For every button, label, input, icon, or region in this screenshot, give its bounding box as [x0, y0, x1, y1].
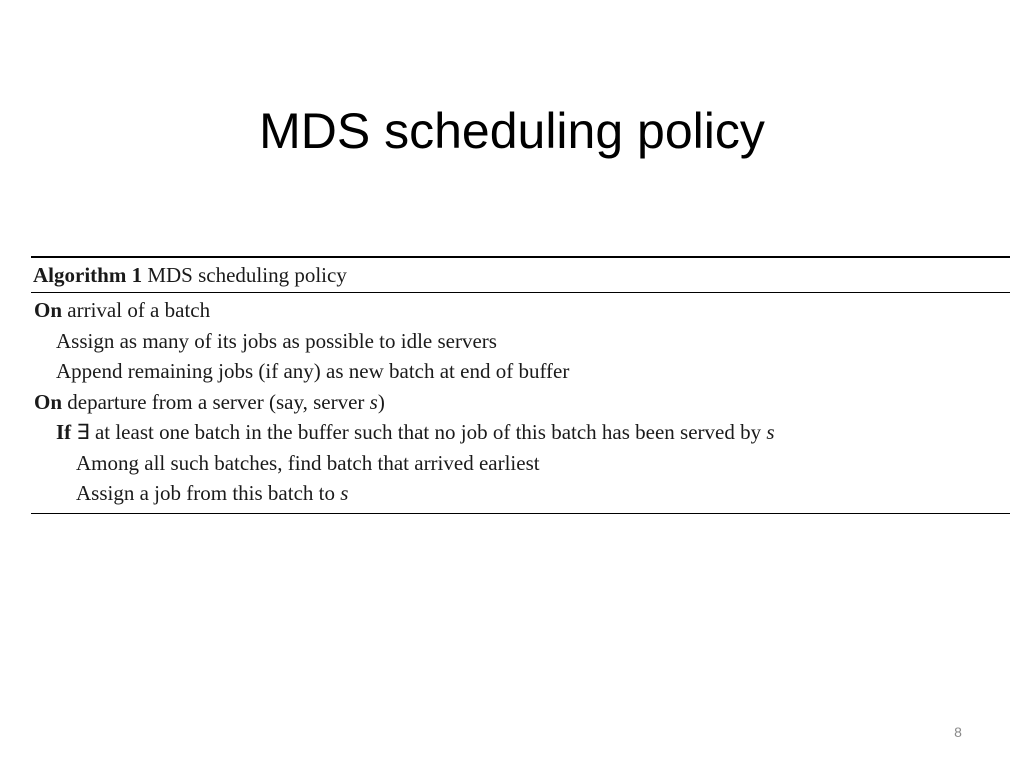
- line-text: ∃ at least one batch in the buffer such that no job of this batch has been served by: [76, 420, 762, 444]
- line-text: Assign as many of its jobs as possible to idle servers: [56, 328, 497, 353]
- algorithm-line: [31, 356, 1010, 387]
- variable: s: [340, 481, 349, 505]
- page-number: 8: [954, 724, 962, 740]
- line-text: departure from a server (say, server: [67, 389, 365, 414]
- algorithm-line: [31, 478, 1010, 509]
- keyword: On: [34, 389, 63, 414]
- algorithm-caption: [31, 258, 1010, 292]
- algorithm-body: [31, 293, 1010, 513]
- algorithm-label: Algorithm 1: [33, 263, 143, 287]
- keyword: On: [34, 298, 63, 322]
- line-text: Assign a job from this batch to: [76, 481, 335, 505]
- algorithm-line: [31, 417, 1010, 448]
- algorithm-title: MDS scheduling policy: [147, 263, 347, 287]
- keyword: If: [56, 420, 72, 444]
- algorithm-line: [31, 448, 1010, 479]
- line-text: arrival of a batch: [67, 298, 211, 322]
- line-suffix: ): [377, 389, 385, 414]
- algorithm-line: [31, 387, 1010, 418]
- variable: s: [369, 389, 378, 414]
- algorithm-box: [31, 256, 1010, 514]
- algorithm-line: [31, 326, 1010, 357]
- algorithm-line: [31, 295, 1010, 326]
- line-text: Append remaining jobs (if any) as new batch at end of buffer: [56, 359, 570, 383]
- line-text: Among all such batches, find batch that arrived earliest: [76, 450, 540, 475]
- bottom-rule: [31, 513, 1010, 514]
- variable: s: [766, 420, 775, 444]
- slide-title: MDS scheduling policy: [259, 102, 765, 159]
